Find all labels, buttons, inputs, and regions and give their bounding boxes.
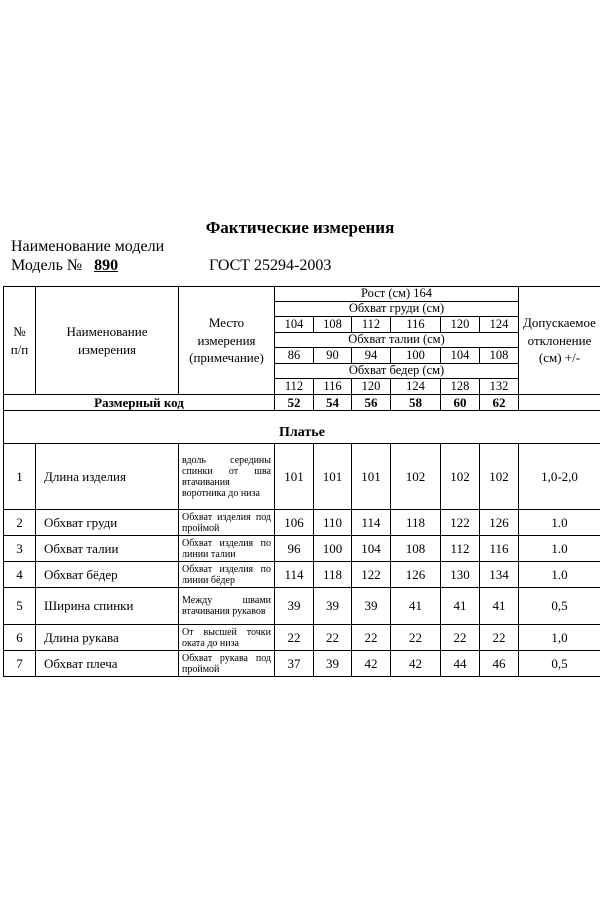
row-value: 41 <box>480 588 519 625</box>
row-measurement-place: От высшей точки оката до низа <box>179 625 275 651</box>
row-measurement-name: Обхват бёдер <box>36 562 179 588</box>
row-value: 122 <box>352 562 391 588</box>
row-tolerance: 0,5 <box>519 588 600 625</box>
gost-standard: ГОСТ 25294-2003 <box>209 257 332 274</box>
row-value: 126 <box>391 562 441 588</box>
row-value: 102 <box>391 444 441 510</box>
row-number: 7 <box>4 651 36 677</box>
size-cell: 52 <box>275 395 314 411</box>
header-waist-label: Обхват талии (см) <box>275 333 519 348</box>
row-value: 114 <box>352 510 391 536</box>
row-value: 44 <box>441 651 480 677</box>
header-index <box>4 287 36 395</box>
row-tolerance: 1.0 <box>519 510 600 536</box>
row-value: 96 <box>275 536 314 562</box>
table-row <box>4 562 600 588</box>
table-row <box>4 651 600 677</box>
hips-cell: 112 <box>275 379 314 395</box>
header-place-text: Место измерения (примечание) <box>189 315 264 366</box>
row-measurement-name: Длина рукава <box>36 625 179 651</box>
header-chest-label: Обхват груди (см) <box>275 302 519 317</box>
row-number: 2 <box>4 510 36 536</box>
row-number: 5 <box>4 588 36 625</box>
row-measurement-name: Длина изделия <box>36 444 179 510</box>
row-value: 42 <box>391 651 441 677</box>
size-code-row <box>4 395 600 411</box>
model-number: 890 <box>94 257 119 274</box>
row-value: 39 <box>352 588 391 625</box>
page-title: Фактические измерения <box>205 218 395 237</box>
measurements-table <box>3 286 600 677</box>
header-name <box>36 287 179 395</box>
chest-cell: 108 <box>314 317 352 333</box>
row-value: 104 <box>352 536 391 562</box>
header-tolerance-text: Допускаемое отклонение (см) +/- <box>523 315 596 366</box>
header-index-text: № п/п <box>10 323 29 357</box>
row-measurement-place: Между швами втачивания рукавов <box>179 588 275 625</box>
size-code-tolerance-cell <box>519 395 600 411</box>
hips-cell: 132 <box>480 379 519 395</box>
row-value: 118 <box>314 562 352 588</box>
row-value: 108 <box>391 536 441 562</box>
row-value: 118 <box>391 510 441 536</box>
waist-cell: 94 <box>352 348 391 364</box>
row-value: 42 <box>352 651 391 677</box>
row-value: 22 <box>441 625 480 651</box>
header-place <box>179 287 275 395</box>
row-value: 122 <box>441 510 480 536</box>
row-measurement-place: Обхват рукава под проймой <box>179 651 275 677</box>
row-value: 102 <box>441 444 480 510</box>
row-value: 102 <box>480 444 519 510</box>
header-name-text: Наименование измерения <box>66 323 148 357</box>
row-value: 114 <box>275 562 314 588</box>
row-tolerance: 1,0 <box>519 625 600 651</box>
row-measurement-name: Обхват груди <box>36 510 179 536</box>
model-line <box>11 257 571 275</box>
chest-cell: 116 <box>391 317 441 333</box>
row-value: 101 <box>275 444 314 510</box>
waist-cell: 86 <box>275 348 314 364</box>
size-code-label: Размерный код <box>4 395 275 411</box>
row-value: 116 <box>480 536 519 562</box>
row-value: 106 <box>275 510 314 536</box>
row-measurement-name: Ширина спинки <box>36 588 179 625</box>
size-cell: 56 <box>352 395 391 411</box>
chest-cell: 120 <box>441 317 480 333</box>
row-value: 101 <box>314 444 352 510</box>
hips-cell: 128 <box>441 379 480 395</box>
waist-cell: 90 <box>314 348 352 364</box>
hips-cell: 124 <box>391 379 441 395</box>
row-value: 39 <box>314 651 352 677</box>
table-row <box>4 588 600 625</box>
hips-cell: 120 <box>352 379 391 395</box>
row-value: 22 <box>352 625 391 651</box>
waist-cell: 104 <box>441 348 480 364</box>
size-cell: 62 <box>480 395 519 411</box>
section-title: Платье <box>4 411 600 444</box>
row-value: 126 <box>480 510 519 536</box>
chest-cell: 104 <box>275 317 314 333</box>
row-value: 100 <box>314 536 352 562</box>
row-number: 6 <box>4 625 36 651</box>
row-measurement-place: Обхват изделия по линии талии <box>179 536 275 562</box>
row-tolerance: 1.0 <box>519 562 600 588</box>
size-cell: 54 <box>314 395 352 411</box>
row-value: 39 <box>314 588 352 625</box>
row-value: 134 <box>480 562 519 588</box>
model-name-label: Наименование модели <box>11 238 165 255</box>
row-value: 39 <box>275 588 314 625</box>
header-tolerance <box>519 287 600 395</box>
chest-cell: 112 <box>352 317 391 333</box>
row-value: 41 <box>391 588 441 625</box>
row-measurement-place: Обхват изделия по линии бёдер <box>179 562 275 588</box>
row-value: 130 <box>441 562 480 588</box>
row-number: 1 <box>4 444 36 510</box>
header-height: Рост (см) 164 <box>275 287 519 302</box>
row-measurement-place: вдоль середины спинки от шва втачивания воротника до низа <box>179 444 275 510</box>
row-value: 22 <box>314 625 352 651</box>
row-measurement-name: Обхват плеча <box>36 651 179 677</box>
size-cell: 60 <box>441 395 480 411</box>
row-value: 22 <box>391 625 441 651</box>
row-value: 22 <box>275 625 314 651</box>
chest-cell: 124 <box>480 317 519 333</box>
row-value: 41 <box>441 588 480 625</box>
row-tolerance: 1,0-2,0 <box>519 444 600 510</box>
table-body <box>4 395 600 677</box>
row-value: 112 <box>441 536 480 562</box>
row-value: 46 <box>480 651 519 677</box>
row-number: 4 <box>4 562 36 588</box>
table-row <box>4 536 600 562</box>
hips-cell: 116 <box>314 379 352 395</box>
row-measurement-name: Обхват талии <box>36 536 179 562</box>
model-label: Модель № <box>11 257 83 274</box>
size-cell: 58 <box>391 395 441 411</box>
table-row <box>4 625 600 651</box>
row-value: 101 <box>352 444 391 510</box>
table-header <box>4 287 600 395</box>
row-value: 37 <box>275 651 314 677</box>
header-hips-label: Обхват бедер (см) <box>275 364 519 379</box>
row-number: 3 <box>4 536 36 562</box>
row-measurement-place: Обхват изделия под проймой <box>179 510 275 536</box>
table-row <box>4 510 600 536</box>
row-tolerance: 1.0 <box>519 536 600 562</box>
section-row <box>4 411 600 444</box>
row-tolerance: 0,5 <box>519 651 600 677</box>
row-value: 22 <box>480 625 519 651</box>
waist-cell: 108 <box>480 348 519 364</box>
table-row <box>4 444 600 510</box>
row-value: 110 <box>314 510 352 536</box>
waist-cell: 100 <box>391 348 441 364</box>
